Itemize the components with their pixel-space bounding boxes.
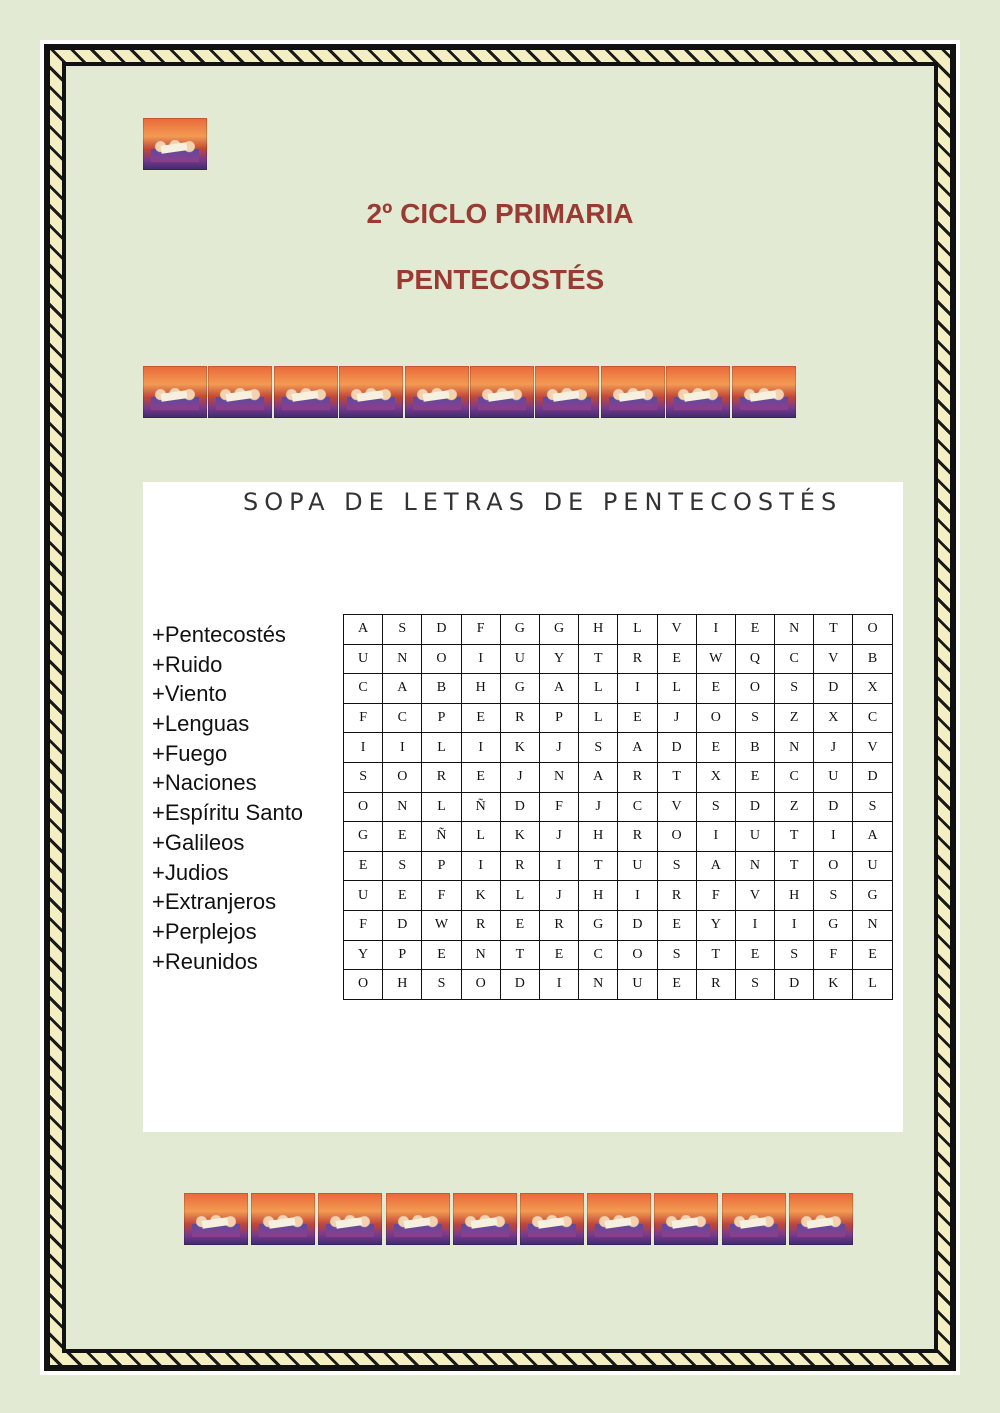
grid-cell[interactable]: S xyxy=(383,615,422,645)
grid-row xyxy=(344,762,893,792)
grid-cell[interactable]: V xyxy=(735,881,774,911)
grid-cell[interactable]: O xyxy=(422,644,461,674)
pentecost-thumbnail xyxy=(601,366,665,418)
pentecost-thumbnail xyxy=(405,366,469,418)
grid-cell[interactable]: V xyxy=(657,792,696,822)
grid-cell[interactable]: D xyxy=(775,970,814,1000)
grid-cell[interactable]: A xyxy=(539,674,578,704)
grid-cell[interactable]: O xyxy=(853,615,892,645)
grid-cell[interactable]: N xyxy=(735,851,774,881)
word-item: +Perplejos xyxy=(152,918,257,944)
grid-cell[interactable]: I xyxy=(775,910,814,940)
grid-cell[interactable]: K xyxy=(500,733,539,763)
grid-cell[interactable]: I xyxy=(344,733,383,763)
grid-cell[interactable]: T xyxy=(579,644,618,674)
grid-cell[interactable]: A xyxy=(579,762,618,792)
grid-cell[interactable]: C xyxy=(775,644,814,674)
grid-cell[interactable]: R xyxy=(696,970,735,1000)
grid-cell[interactable]: G xyxy=(500,615,539,645)
grid-cell[interactable]: I xyxy=(618,881,657,911)
grid-cell[interactable]: G xyxy=(539,615,578,645)
grid-cell[interactable]: B xyxy=(853,644,892,674)
grid-cell[interactable]: K xyxy=(814,970,853,1000)
grid-cell[interactable]: I xyxy=(461,644,500,674)
grid-cell[interactable]: N xyxy=(579,970,618,1000)
grid-cell[interactable]: J xyxy=(657,703,696,733)
grid-cell[interactable]: R xyxy=(618,762,657,792)
grid-cell[interactable]: N xyxy=(853,910,892,940)
grid-cell[interactable]: E xyxy=(539,940,578,970)
grid-row xyxy=(344,881,893,911)
pentecost-icon xyxy=(143,118,207,170)
word-item: +Naciones xyxy=(152,770,257,796)
grid-cell[interactable]: I xyxy=(618,674,657,704)
grid-cell[interactable]: T xyxy=(657,762,696,792)
grid-cell[interactable]: S xyxy=(422,970,461,1000)
word-item: +Viento xyxy=(152,681,227,707)
word-item: +Extranjeros xyxy=(152,889,277,915)
grid-cell[interactable]: J xyxy=(814,733,853,763)
grid-cell[interactable]: E xyxy=(657,910,696,940)
grid-cell[interactable]: T xyxy=(775,822,814,852)
grid-cell[interactable]: V xyxy=(814,644,853,674)
grid-cell[interactable]: N xyxy=(461,940,500,970)
grid-cell[interactable]: I xyxy=(735,910,774,940)
grid-cell[interactable]: P xyxy=(539,703,578,733)
grid-cell[interactable]: J xyxy=(539,822,578,852)
grid-cell[interactable]: V xyxy=(657,615,696,645)
grid-cell[interactable]: J xyxy=(579,792,618,822)
grid-cell[interactable]: O xyxy=(696,703,735,733)
grid-cell[interactable]: U xyxy=(344,644,383,674)
grid-cell[interactable]: E xyxy=(657,644,696,674)
grid-cell[interactable]: O xyxy=(735,674,774,704)
grid-cell[interactable]: I xyxy=(814,822,853,852)
grid-cell[interactable]: J xyxy=(500,762,539,792)
grid-cell[interactable]: C xyxy=(618,792,657,822)
grid-cell[interactable]: C xyxy=(344,674,383,704)
grid-cell[interactable]: E xyxy=(422,940,461,970)
grid-row xyxy=(344,674,893,704)
grid-cell[interactable]: S xyxy=(657,940,696,970)
pentecost-thumbnail xyxy=(722,1193,786,1245)
grid-cell[interactable]: P xyxy=(383,940,422,970)
grid-cell[interactable]: K xyxy=(461,881,500,911)
pentecost-thumbnail xyxy=(251,1193,315,1245)
grid-cell[interactable]: R xyxy=(461,910,500,940)
grid-cell[interactable]: D xyxy=(814,674,853,704)
grid-cell[interactable]: E xyxy=(383,881,422,911)
pentecost-thumbnail xyxy=(274,366,338,418)
grid-cell[interactable]: D xyxy=(500,792,539,822)
grid-cell[interactable]: S xyxy=(775,674,814,704)
grid-cell[interactable]: F xyxy=(696,881,735,911)
grid-cell[interactable]: E xyxy=(344,851,383,881)
grid-cell[interactable]: G xyxy=(344,822,383,852)
grid-cell[interactable]: G xyxy=(814,910,853,940)
grid-cell[interactable]: A xyxy=(853,822,892,852)
grid-cell[interactable]: O xyxy=(383,762,422,792)
pentecost-thumbnail xyxy=(535,366,599,418)
grid-cell[interactable]: D xyxy=(500,970,539,1000)
grid-cell[interactable]: D xyxy=(618,910,657,940)
grid-row xyxy=(344,822,893,852)
pentecost-thumbnail xyxy=(654,1193,718,1245)
grid-cell[interactable]: S xyxy=(814,881,853,911)
grid-cell[interactable]: G xyxy=(579,910,618,940)
grid-cell[interactable]: U xyxy=(618,851,657,881)
grid-cell[interactable]: Q xyxy=(735,644,774,674)
grid-cell[interactable]: E xyxy=(657,970,696,1000)
grid-cell[interactable]: U xyxy=(814,762,853,792)
letter-grid xyxy=(343,614,893,1000)
pentecost-thumbnail xyxy=(587,1193,651,1245)
grid-cell[interactable]: T xyxy=(696,940,735,970)
word-item: +Lenguas xyxy=(152,711,250,737)
grid-cell[interactable]: H xyxy=(579,881,618,911)
grid-cell[interactable]: A xyxy=(344,615,383,645)
grid-cell[interactable]: H xyxy=(579,615,618,645)
grid-cell[interactable]: S xyxy=(344,762,383,792)
grid-cell[interactable]: E xyxy=(500,910,539,940)
grid-cell[interactable]: W xyxy=(696,644,735,674)
grid-cell[interactable]: G xyxy=(853,881,892,911)
grid-cell[interactable]: E xyxy=(383,822,422,852)
grid-cell[interactable]: R xyxy=(500,703,539,733)
grid-row xyxy=(344,615,893,645)
grid-cell[interactable]: I xyxy=(383,733,422,763)
grid-row xyxy=(344,703,893,733)
grid-cell[interactable]: Y xyxy=(539,644,578,674)
grid-cell[interactable]: X xyxy=(814,703,853,733)
grid-cell[interactable]: F xyxy=(814,940,853,970)
grid-cell[interactable]: Y xyxy=(344,940,383,970)
grid-cell[interactable]: S xyxy=(775,940,814,970)
grid-cell[interactable]: T xyxy=(500,940,539,970)
word-item: +Ruido xyxy=(152,651,223,677)
grid-cell[interactable]: E xyxy=(461,762,500,792)
grid-cell[interactable]: Ñ xyxy=(461,792,500,822)
grid-cell[interactable]: O xyxy=(344,792,383,822)
grid-cell[interactable]: D xyxy=(814,792,853,822)
grid-cell[interactable]: C xyxy=(383,703,422,733)
word-item: +Pentecostés xyxy=(152,622,286,647)
pentecost-thumbnail xyxy=(453,1193,517,1245)
grid-cell[interactable]: R xyxy=(618,822,657,852)
grid-cell[interactable]: D xyxy=(657,733,696,763)
grid-cell[interactable]: D xyxy=(422,615,461,645)
pentecost-thumbnail xyxy=(386,1193,450,1245)
grid-cell[interactable]: H xyxy=(775,881,814,911)
grid-cell[interactable]: R xyxy=(539,910,578,940)
grid-cell[interactable]: B xyxy=(422,674,461,704)
page-title: PENTECOSTÉS xyxy=(395,264,605,295)
grid-cell[interactable]: Ñ xyxy=(422,822,461,852)
grid-cell[interactable]: N xyxy=(775,733,814,763)
grid-cell[interactable]: I xyxy=(461,733,500,763)
grid-cell[interactable]: U xyxy=(618,970,657,1000)
grid-cell[interactable]: E xyxy=(735,615,774,645)
grid-cell[interactable]: K xyxy=(500,822,539,852)
grid-row xyxy=(344,851,893,881)
pentecost-thumbnail xyxy=(732,366,796,418)
grid-cell[interactable]: E xyxy=(618,703,657,733)
grid-cell[interactable]: U xyxy=(853,851,892,881)
grid-cell[interactable]: L xyxy=(422,792,461,822)
grid-cell[interactable]: H xyxy=(383,970,422,1000)
pentecost-thumbnail xyxy=(208,366,272,418)
grid-cell[interactable]: R xyxy=(500,851,539,881)
grid-cell[interactable]: E xyxy=(853,940,892,970)
pentecost-thumbnail xyxy=(339,366,403,418)
grid-cell[interactable]: E xyxy=(735,762,774,792)
grid-cell[interactable]: F xyxy=(344,910,383,940)
grid-cell[interactable]: S xyxy=(735,703,774,733)
grid-cell[interactable]: P xyxy=(422,851,461,881)
grid-cell[interactable]: O xyxy=(344,970,383,1000)
grid-cell[interactable]: E xyxy=(696,733,735,763)
grid-cell[interactable]: I xyxy=(461,851,500,881)
grid-cell[interactable]: T xyxy=(775,851,814,881)
grid-cell[interactable]: I xyxy=(539,970,578,1000)
grid-cell[interactable]: F xyxy=(539,792,578,822)
grid-row xyxy=(344,792,893,822)
pentecost-thumbnail xyxy=(789,1193,853,1245)
pentecost-thumbnail xyxy=(520,1193,584,1245)
grid-cell[interactable]: L xyxy=(579,703,618,733)
grid-cell[interactable]: T xyxy=(579,851,618,881)
grid-row xyxy=(344,970,893,1000)
grid-cell[interactable]: L xyxy=(853,970,892,1000)
grid-cell[interactable]: L xyxy=(422,733,461,763)
grid-cell[interactable]: L xyxy=(461,822,500,852)
grid-cell[interactable]: I xyxy=(539,851,578,881)
grid-cell[interactable]: L xyxy=(500,881,539,911)
grid-cell[interactable]: D xyxy=(735,792,774,822)
grid-cell[interactable]: H xyxy=(461,674,500,704)
grid-cell[interactable]: Z xyxy=(775,792,814,822)
word-item: +Fuego xyxy=(152,740,228,766)
grid-cell[interactable]: C xyxy=(775,762,814,792)
grid-cell[interactable]: G xyxy=(500,674,539,704)
grid-cell[interactable]: T xyxy=(814,615,853,645)
word-item: +Judios xyxy=(152,859,229,885)
grid-cell[interactable]: L xyxy=(618,615,657,645)
grid-cell[interactable]: V xyxy=(853,733,892,763)
grid-row xyxy=(344,910,893,940)
grid-cell[interactable]: R xyxy=(618,644,657,674)
grid-cell[interactable]: U xyxy=(344,881,383,911)
grid-row xyxy=(344,940,893,970)
pentecost-thumbnail xyxy=(470,366,534,418)
grid-cell[interactable]: J xyxy=(539,881,578,911)
grid-cell[interactable]: S xyxy=(696,792,735,822)
grid-cell[interactable]: I xyxy=(696,615,735,645)
grid-cell[interactable]: C xyxy=(579,940,618,970)
grid-cell[interactable]: Z xyxy=(775,703,814,733)
grid-cell[interactable]: J xyxy=(539,733,578,763)
grid-cell[interactable]: N xyxy=(775,615,814,645)
grid-cell[interactable]: W xyxy=(422,910,461,940)
grid-cell[interactable]: O xyxy=(657,822,696,852)
grid-cell[interactable]: A xyxy=(696,851,735,881)
grid-cell[interactable]: S xyxy=(853,792,892,822)
grid-cell[interactable]: F xyxy=(422,881,461,911)
grid-cell[interactable]: S xyxy=(579,733,618,763)
grid-cell[interactable]: E xyxy=(696,674,735,704)
pentecost-thumbnail xyxy=(143,366,207,418)
word-list xyxy=(152,620,303,976)
word-item: +Galileos xyxy=(152,829,245,855)
grid-cell[interactable]: F xyxy=(344,703,383,733)
grid-cell[interactable]: I xyxy=(696,822,735,852)
word-item: +Reunidos xyxy=(152,948,258,974)
grid-cell[interactable]: O xyxy=(814,851,853,881)
grid-cell[interactable]: S xyxy=(657,851,696,881)
grid-cell[interactable]: R xyxy=(422,762,461,792)
grid-row xyxy=(344,733,893,763)
grid-cell[interactable]: O xyxy=(461,970,500,1000)
grid-cell[interactable]: A xyxy=(383,674,422,704)
grid-cell[interactable]: N xyxy=(383,644,422,674)
grid-cell[interactable]: O xyxy=(618,940,657,970)
grid-cell[interactable]: L xyxy=(579,674,618,704)
grid-cell[interactable]: X xyxy=(696,762,735,792)
grid-cell[interactable]: U xyxy=(500,644,539,674)
grid-cell[interactable]: S xyxy=(383,851,422,881)
grid-cell[interactable]: S xyxy=(735,970,774,1000)
grid-cell[interactable]: F xyxy=(461,615,500,645)
pentecost-thumbnail xyxy=(184,1193,248,1245)
grid-cell[interactable]: R xyxy=(657,881,696,911)
grid-cell[interactable]: D xyxy=(383,910,422,940)
grid-cell[interactable]: A xyxy=(618,733,657,763)
course-title: 2º CICLO PRIMARIA xyxy=(366,198,634,229)
grid-cell[interactable]: H xyxy=(579,822,618,852)
pentecost-thumbnail xyxy=(318,1193,382,1245)
word-item: +Espíritu Santo xyxy=(152,800,304,826)
grid-cell[interactable]: E xyxy=(461,703,500,733)
pentecost-thumbnail xyxy=(666,366,730,418)
grid-cell[interactable]: B xyxy=(735,733,774,763)
grid-cell[interactable]: L xyxy=(657,674,696,704)
grid-cell[interactable]: Y xyxy=(696,910,735,940)
grid-cell[interactable]: D xyxy=(853,762,892,792)
grid-row xyxy=(344,644,893,674)
grid-cell[interactable]: E xyxy=(735,940,774,970)
grid-cell[interactable]: U xyxy=(735,822,774,852)
grid-cell[interactable]: X xyxy=(853,674,892,704)
grid-cell[interactable]: P xyxy=(422,703,461,733)
word-search-title: SOPA DE LETRAS DE PENTECOSTÉS xyxy=(243,488,843,516)
grid-cell[interactable]: N xyxy=(539,762,578,792)
grid-cell[interactable]: C xyxy=(853,703,892,733)
grid-cell[interactable]: N xyxy=(383,792,422,822)
